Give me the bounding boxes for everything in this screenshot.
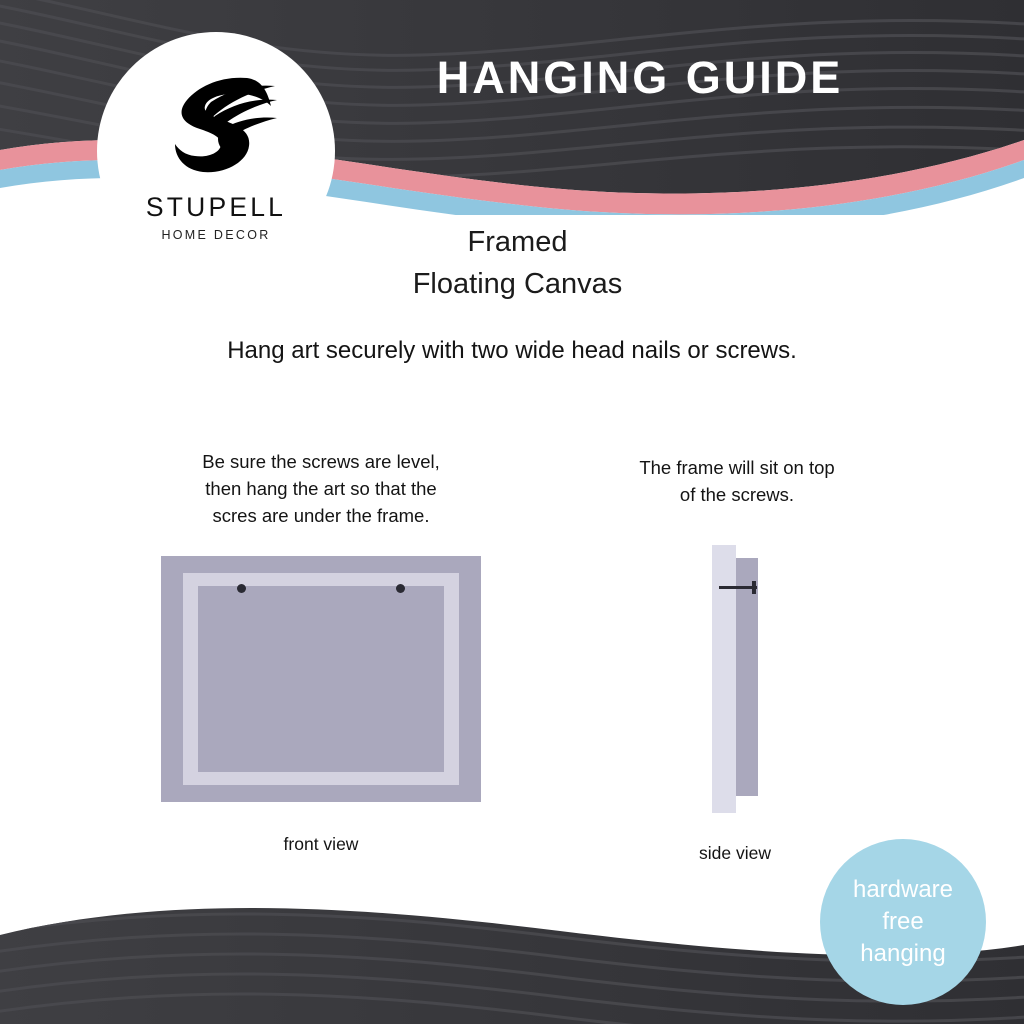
front-view-caption-line1: Be sure the screws are level,: [202, 451, 440, 472]
product-title-line1: Framed: [467, 226, 568, 258]
front-view-caption-line2: then hang the art so that the: [205, 478, 437, 499]
hardware-free-badge-line1: hardware: [852, 876, 954, 903]
brand-tagline: HOME DECOR: [161, 228, 271, 242]
hardware-free-badge-line2: free: [882, 908, 924, 935]
front-view-canvas: [198, 586, 444, 772]
side-view-caption-line1: The frame will sit on top: [639, 457, 835, 478]
side-view-label: side view: [699, 843, 771, 863]
product-title-line2: Floating Canvas: [412, 268, 623, 300]
brand-logo-badge: [97, 32, 335, 270]
hardware-free-badge: [820, 839, 986, 1005]
main-instruction: Hang art securely with two wide head nails or screws.: [227, 337, 797, 364]
side-view-caption-line2: of the screws.: [679, 484, 795, 505]
screw-dot-left: [237, 584, 246, 593]
product-title: [345, 221, 690, 305]
hardware-free-badge-line3: hanging: [860, 940, 946, 967]
swoosh-logo-icon: [151, 72, 281, 190]
screw-dot-right: [396, 584, 405, 593]
side-view-screw-head-icon: [752, 581, 756, 594]
front-view-label: front view: [283, 834, 359, 854]
front-view-diagram: [161, 556, 481, 802]
page-title: HANGING GUIDE: [436, 52, 844, 103]
side-view-caption: [584, 454, 890, 508]
front-view-caption-line3: scres are under the frame.: [212, 505, 430, 526]
front-view-caption: [140, 448, 502, 529]
brand-name: STUPELL: [145, 192, 287, 222]
